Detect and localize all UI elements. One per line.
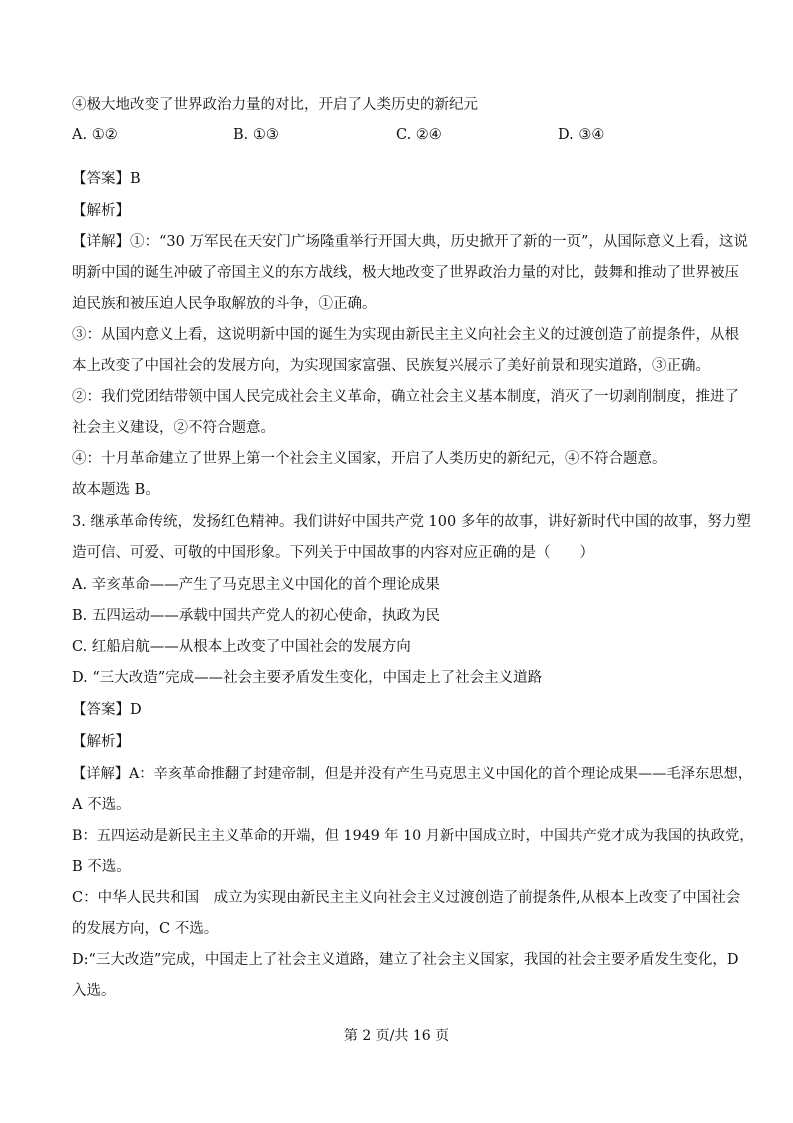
option-c: C. 红船启航——从根本上改变了中国社会的发展方向	[72, 639, 411, 655]
answer-label: 【答案】B	[72, 171, 141, 187]
question-3-stem: 造可信、可爱、可敬的中国形象。下列关于中国故事的内容对应正确的是（ ）	[72, 545, 594, 561]
detail-line: 明新中国的诞生冲破了帝国主义的东方战线，极大地改变了世界政治力量的对比，鼓舞和推动了世界被压	[72, 265, 739, 281]
option-b: B. ①③	[233, 127, 279, 143]
detail-line: 本上改变了中国社会的发展方向，为实现国家富强、民族复兴展示了美好前景和现实道路，③正确。	[72, 358, 710, 374]
answer-label: 【答案】D	[72, 702, 142, 718]
page-footer: 第 2 页/共 16 页	[343, 1028, 450, 1044]
detail-line: ②：我们党团结带领中国人民完成社会主义革命，确立社会主义基本制度，消灭了一切剥削制度，推进了	[72, 389, 739, 405]
detail-line: 入选。	[72, 983, 116, 999]
question-3-stem: 3. 继承革命传统，发扬红色精神。我们讲好中国共产党 100 多年的故事，讲好新时代中国的故事，努力塑	[72, 514, 751, 530]
option-a: A. 辛亥革命——产生了马克思主义中国化的首个理论成果	[72, 577, 440, 593]
detail-line: 的发展方向，C 不选。	[72, 921, 219, 937]
detail-line: D:“三大改造”完成，中国走上了社会主义道路，建立了社会主义国家，我国的社会主要矛盾发生变化，D	[72, 952, 739, 968]
detail-line: C：中华人民共和国 成立为实现由新民主主义向社会主义过渡创造了前提条件,从根本上改变了中国社会	[72, 890, 741, 906]
question-2-item-4: ④极大地改变了世界政治力量的对比，开启了人类历史的新纪元	[72, 97, 478, 113]
detail-line: B：五四运动是新民主主义革命的开端，但 1949 年 10 月新中国成立时，中国共产党才成为我国的执政党，	[72, 828, 754, 844]
detail-line: 社会主义建设，②不符合题意。	[72, 420, 275, 436]
detail-line: A 不选。	[72, 797, 131, 813]
detail-line: 故本题选 B。	[72, 482, 160, 498]
detail-line: 【详解】①：“30 万军民在天安门广场隆重举行开国大典，历史掀开了新的一页”，从国际意义上看，这说	[72, 234, 748, 250]
option-c: C. ②④	[396, 127, 442, 143]
detail-line: 【详解】A：辛亥革命推翻了封建帝制，但是并没有产生马克思主义中国化的首个理论成果——毛泽东思想，	[72, 766, 753, 782]
question-2-options	[72, 127, 712, 147]
option-d: D. ③④	[558, 127, 605, 143]
detail-line: ④：十月革命建立了世界上第一个社会主义国家，开启了人类历史的新纪元，④不符合题意。	[72, 451, 667, 467]
detail-line: 迫民族和被压迫人民争取解放的斗争，①正确。	[72, 296, 377, 312]
detail-line: B 不选。	[72, 859, 131, 875]
analysis-label: 【解析】	[72, 203, 130, 219]
option-b: B. 五四运动——承载中国共产党人的初心使命，执政为民	[72, 608, 440, 624]
detail-line: ③：从国内意义上看，这说明新中国的诞生为实现由新民主主义向社会主义的过渡创造了前提条件，从根	[72, 327, 739, 343]
analysis-label: 【解析】	[72, 734, 130, 750]
option-a: A. ①②	[72, 127, 118, 143]
option-d: D. “三大改造”完成——社会主要矛盾发生变化，中国走上了社会主义道路	[72, 670, 543, 686]
